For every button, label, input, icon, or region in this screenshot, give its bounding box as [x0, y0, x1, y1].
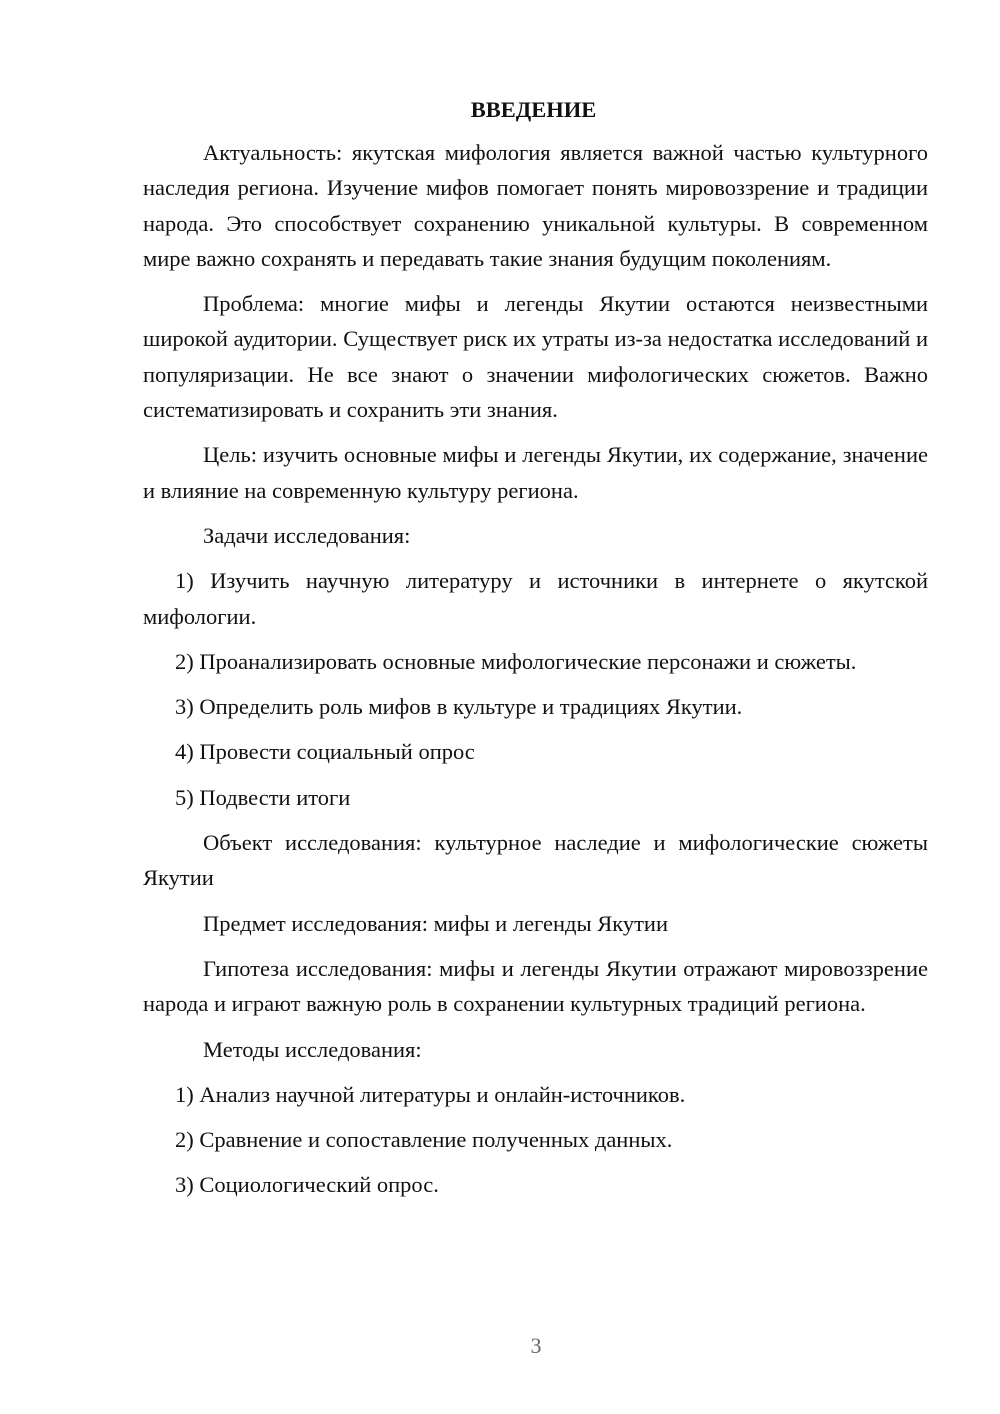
task-item: 3) Определить роль мифов в культуре и традициях Якутии.: [175, 694, 743, 720]
relevance-paragraph: Актуальность: якутская мифология является важной частью культурного наследия региона. Изучение мифов помогает понять мировоззрение и традиции народа. Это способствует сохранению уникальной культуры. В современном мире важно сохранять и передавать такие знания будущим поколениям.: [143, 140, 928, 271]
section-title: ВВЕДЕНИЕ: [470, 97, 597, 122]
subject-paragraph: Предмет исследования: мифы и легенды Якутии: [203, 910, 668, 936]
goal-paragraph: Цель: изучить основные мифы и легенды Якутии, их содержание, значение и влияние на современную культуру региона.: [143, 442, 928, 503]
object-paragraph: Объект исследования: культурное наследие и мифологические сюжеты Якутии: [143, 830, 928, 891]
problem-paragraph: Проблема: многие мифы и легенды Якутии остаются неизвестными широкой аудитории. Существует риск их утраты из-за недостатка исследований и популяризации. Не все знают о значении мифологических сюжетов. Важно систематизировать и сохранить эти знания.: [143, 291, 928, 423]
method-item: 3) Социологический опрос.: [175, 1172, 439, 1198]
methods-label: Методы исследования:: [203, 1036, 422, 1062]
page-content: [143, 92, 928, 1213]
method-item: 1) Анализ научной литературы и онлайн-источников.: [175, 1081, 686, 1107]
page-number: 3: [530, 1333, 542, 1358]
method-item: 2) Сравнение и сопоставление полученных данных.: [175, 1127, 673, 1153]
task-item: 1) Изучить научную литературу и источники в интернете о якутской мифологии.: [143, 568, 928, 629]
tasks-label: Задачи исследования:: [203, 522, 411, 548]
task-item: 2) Проанализировать основные мифологические персонажи и сюжеты.: [175, 648, 857, 674]
task-item: 4) Провести социальный опрос: [175, 739, 475, 765]
hypothesis-paragraph: Гипотеза исследования: мифы и легенды Якутии отражают мировоззрение народа и играют важную роль в сохранении культурных традиций региона.: [143, 955, 928, 1017]
task-item: 5) Подвести итоги: [175, 784, 351, 810]
